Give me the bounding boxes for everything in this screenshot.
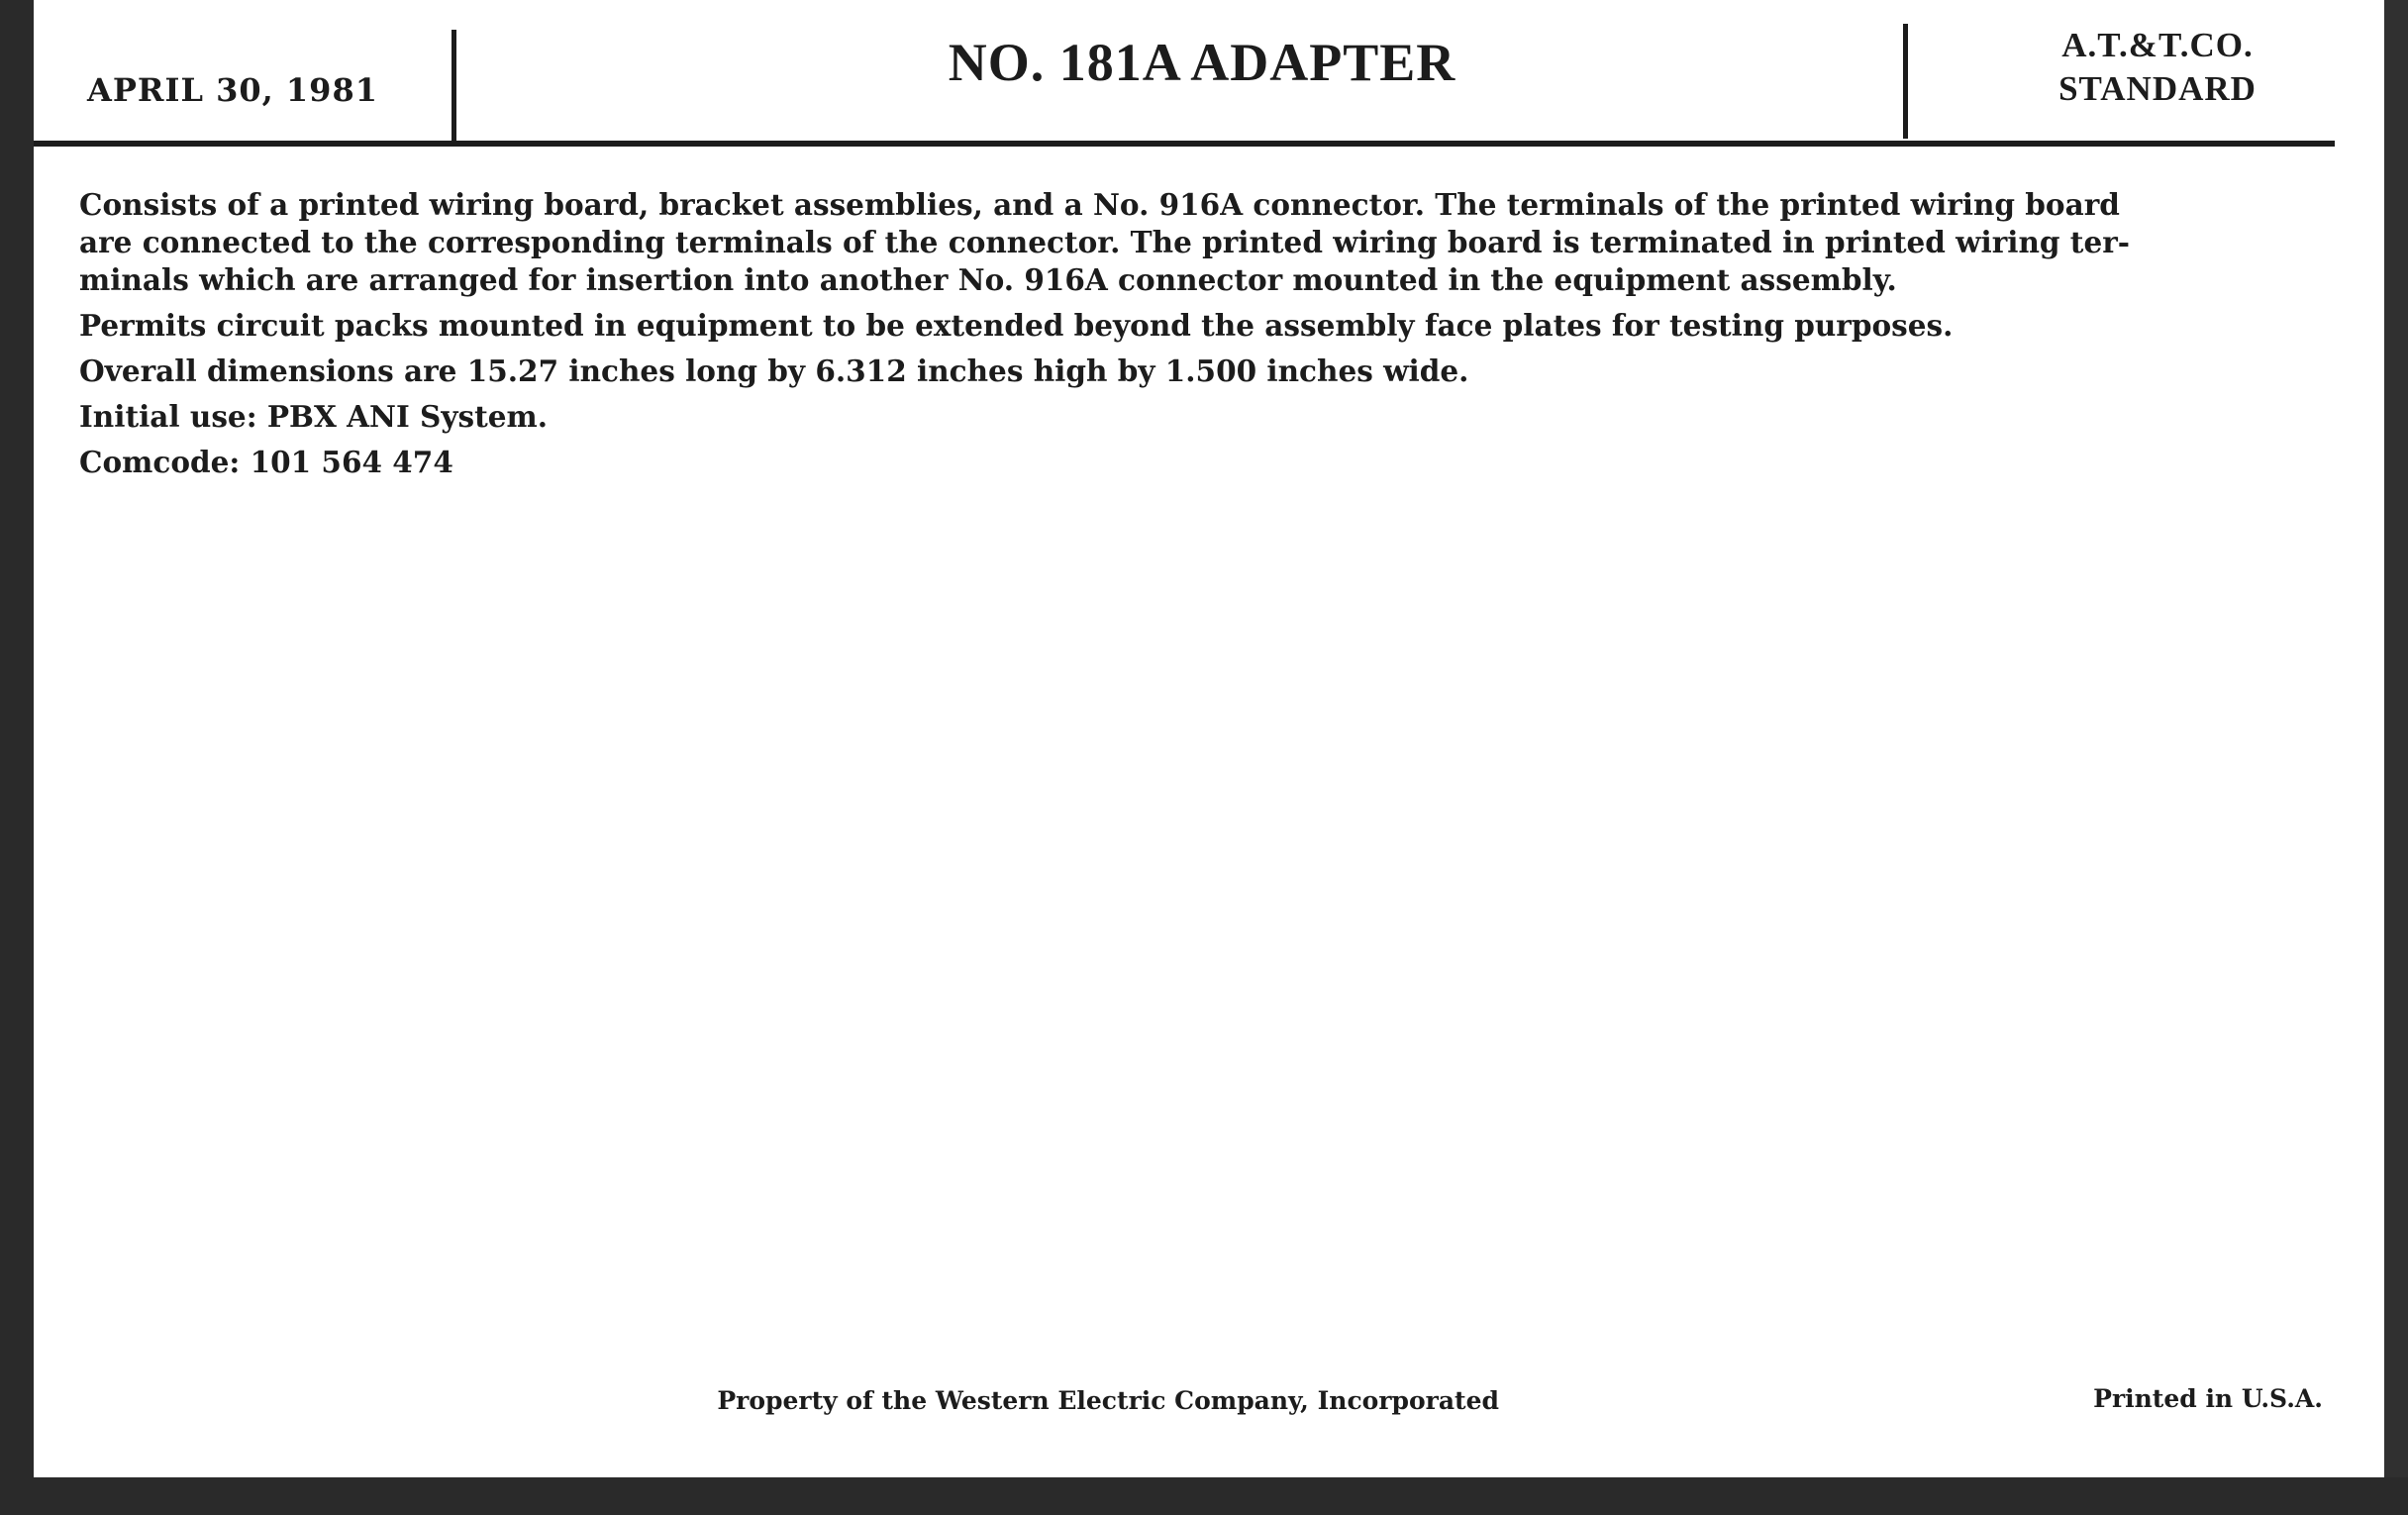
standard-label-line1: A.T.&T.CO. <box>2061 26 2254 64</box>
document-title: NO. 181A ADAPTER <box>948 33 1456 92</box>
document-body <box>79 186 2327 489</box>
dimensions-paragraph: Overall dimensions are 15.27 inches long by 6.312 inches high by 1.500 inches wide. <box>79 354 1469 388</box>
purpose-paragraph: Permits circuit packs mounted in equipment to be extended beyond the assembly face plates for testing purposes. <box>79 308 1954 343</box>
standard-label-line2: STANDARD <box>2058 69 2257 108</box>
standard-label <box>1950 24 2365 111</box>
document-card <box>34 0 2384 1477</box>
scan-edge-left <box>0 0 34 1515</box>
description-line-3: minals which are arranged for insertion into another No. 916A connector mounted in the equipment assembly. <box>79 262 1897 297</box>
comcode-paragraph: Comcode: 101 564 474 <box>79 445 453 479</box>
header-rule <box>34 141 2335 147</box>
initial-use-paragraph: Initial use: PBX ANI System. <box>79 399 548 434</box>
scan-edge-right <box>2384 0 2408 1515</box>
document-date: APRIL 30, 1981 <box>87 71 378 109</box>
footer-printed-in: Printed in U.S.A. <box>2093 1384 2323 1413</box>
footer-property-notice: Property of the Western Electric Company, Incorporated <box>717 1386 1499 1415</box>
header-divider-right <box>1903 24 1908 139</box>
description-line-1: Consists of a printed wiring board, bracket assemblies, and a No. 916A connector. The terminals of the printed wiring board <box>79 187 2120 222</box>
description-line-2: are connected to the corresponding terminals of the connector. The printed wiring board is terminated in printed wiring ter- <box>79 225 2130 259</box>
header-divider-left <box>452 30 456 147</box>
scan-edge-bottom <box>0 1477 2408 1515</box>
description-paragraph <box>79 186 2327 299</box>
